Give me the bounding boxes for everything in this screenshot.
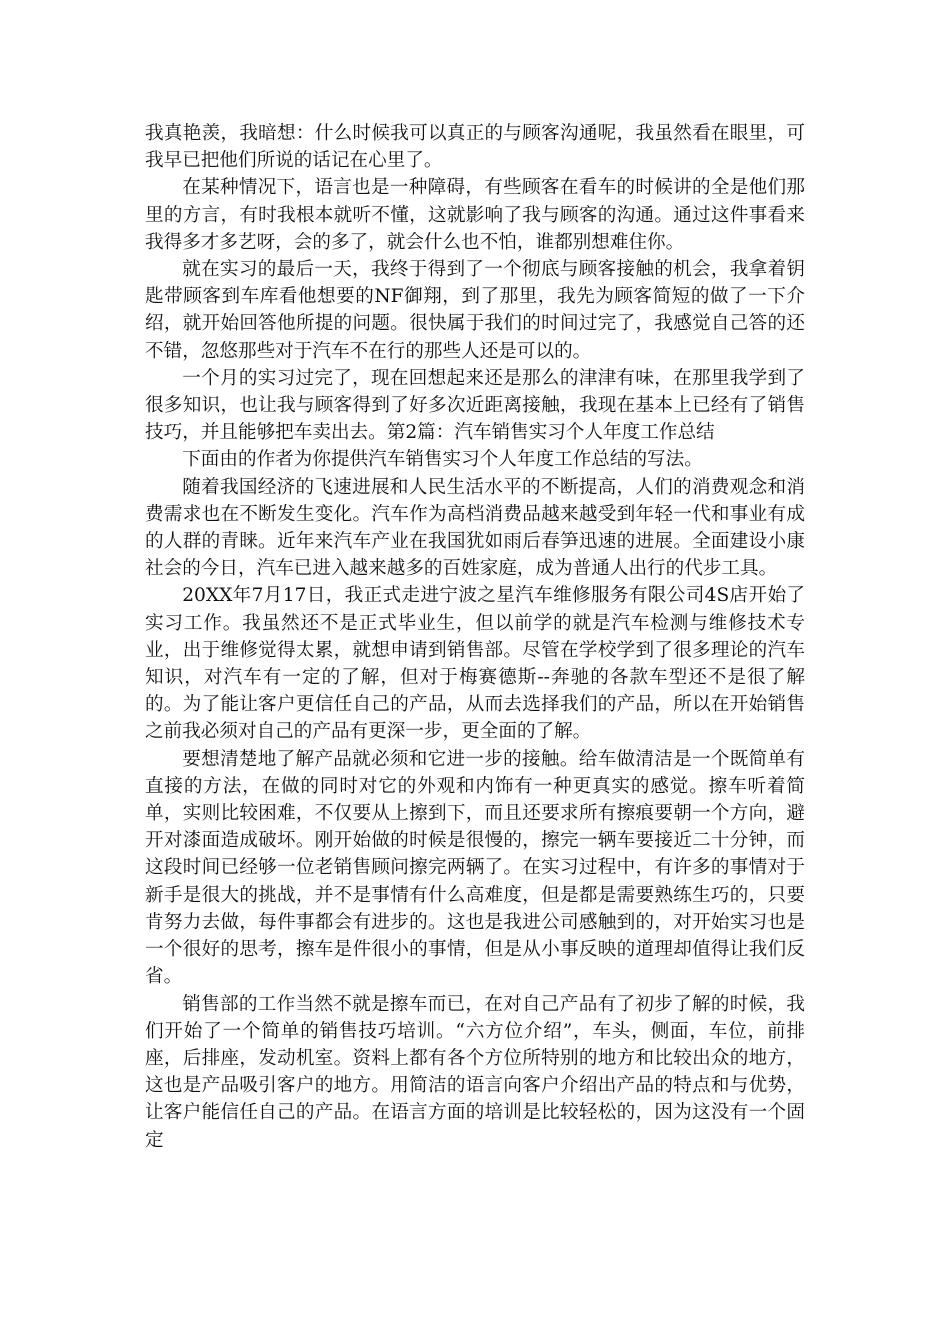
paragraph: 随着我国经济的飞速进展和人民生活水平的不断提高，人们的消费观念和消费需求也在不断发生变化。汽车作为高档消费品越来越受到年轻一代和事业有成的人群的青睐。近年来汽车产业在我国犹如雨后春笋迅速的进展。全面建设小康社会的今日，汽车已进入越来越多的百姓家庭，成为普通人出行的代步工具。 (145, 476, 805, 580)
paragraph: 20XX年7月17日，我正式走进宁波之星汽车维修服务有限公司4S店开始了实习工作。我虽然还不是正式毕业生，但以前学的就是汽车检测与维修技术专业，出于维修觉得太累，就想申请到销售部。尽管在学校学到了很多理论的汽车知识，对汽车有一定的了解，但对于梅赛德斯--奔驰的各款车型还不是很了解的。为了能让客户更信任自己的产品，从而去选择我们的产品，所以在开始销售之前我必须对自己的产品有更深一步，更全面的了解。 (145, 585, 805, 743)
paragraph: 下面由的作者为你提供汽车销售实习个人年度工作总结的写法。 (182, 449, 703, 471)
paragraph: 就在实习的最后一天，我终于得到了一个彻底与顾客接触的机会，我拿着钥匙带顾客到车库看他想要的NF御翔，到了那里，我先为顾客简短的做了一下介绍，就开始回答他所提的问题。很快属于我们的时间过完了，我感觉自己答的还不错，忽悠那些对于汽车不在行的那些人还是可以的。 (145, 259, 805, 362)
body-text (145, 120, 805, 1154)
paragraph: 销售部的工作当然不就是擦车而已，在对自己产品有了初步了解的时候，我们开始了一个简单的销售技巧培训。“六方位介绍”，车头，侧面，车位，前排座，后排座，发动机室。资料上都有各个方位所特别的地方和比较出众的地方，这也是产品吸引客户的地方。用简洁的语言向客户介绍出产品的特点和与优势，让客户能信任自己的产品。在语言方面的培训是比较轻松的，因为这没有一个固定 (145, 993, 805, 1151)
paragraph: 我真艳羡，我暗想：什么时候我可以真正的与顾客沟通呢，我虽然看在眼里，可我早已把他们所说的话记在心里了。 (145, 123, 805, 172)
paragraph: 在某种情况下，语言也是一种障碍，有些顾客在看车的时候讲的全是他们那里的方言，有时我根本就听不懂，这就影响了我与顾客的沟通。通过这件事看来我得多才多艺呀，会的多了，就会什么也不怕，谁都别想难住你。 (145, 177, 805, 253)
paragraph: 一个月的实习过完了，现在回想起来还是那么的津津有味，在那里我学到了很多知识，也让我与顾客得到了好多次近距离接触，我现在基本上已经有了销售技巧，并且能够把车卖出去。第2篇：汽车销售实习个人年度工作总结 (145, 367, 805, 444)
paragraph: 要想清楚地了解产品就必须和它进一步的接触。给车做清洁是一个既简单有直接的方法，在做的同时对它的外观和内饰有一种更真实的感觉。擦车听着简单，实则比较困难，不仅要从上擦到下，而且还要求所有擦痕要朝一个方向，避开对漆面造成破坏。刚开始做的时候是很慢的，擦完一辆车要接近二十分钟，而这段时间已经够一位老销售顾问擦完两辆了。在实习过程中，有许多的事情对于新手是很大的挑战，并不是事情有什么高难度，但是都是需要熟练生巧的，只要肯努力去做，每件事都会有进步的。这也是我进公司感触到的，对开始实习也是一个很好的思考，擦车是件很小的事情，但是从小事反映的道理却值得让我们反省。 (145, 748, 805, 988)
